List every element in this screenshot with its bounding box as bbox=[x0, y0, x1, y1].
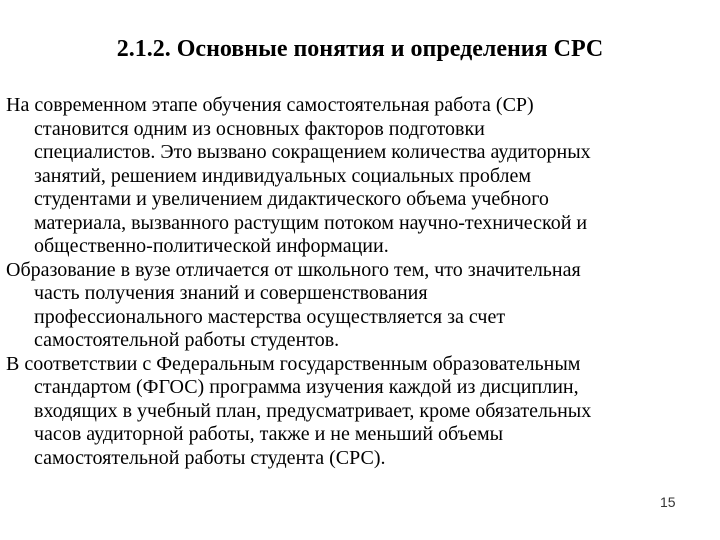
slide-title: 2.1.2. Основные понятия и определения СРС bbox=[116, 36, 604, 62]
paragraph-line: В соответствии с Федеральным государственным образовательным bbox=[6, 352, 581, 375]
slide-body bbox=[6, 94, 712, 470]
paragraph-line: профессионального мастерства осуществляется за счет bbox=[34, 305, 506, 328]
paragraph-line: часть получения знаний и совершенствования bbox=[34, 282, 428, 304]
paragraph-line: занятий, решением индивидуальных социальных проблем bbox=[34, 164, 532, 187]
page-number: 15 bbox=[660, 494, 676, 510]
paragraph-line: материала, вызванного растущим потоком научно-технической и bbox=[34, 211, 588, 234]
paragraph-line: специалистов. Это вызвано сокращением количества аудиторных bbox=[34, 141, 591, 163]
paragraph-2 bbox=[6, 259, 712, 353]
paragraph-line: общественно-политической информации. bbox=[34, 235, 389, 257]
paragraph-3 bbox=[6, 353, 712, 471]
paragraph-line: стандартом (ФГОС) программа изучения каждой из дисциплин, bbox=[34, 376, 579, 398]
paragraph-line: становится одним из основных факторов подготовки bbox=[34, 117, 485, 140]
paragraph-line: самостоятельной работы студента (СРС). bbox=[34, 446, 386, 469]
paragraph-line: На современном этапе обучения самостоятельная работа (СР) bbox=[6, 94, 534, 116]
paragraph-line: самостоятельной работы студентов. bbox=[34, 329, 340, 351]
paragraph-1 bbox=[6, 94, 712, 259]
paragraph-line: входящих в учебный план, предусматривает, кроме обязательных bbox=[34, 399, 592, 422]
paragraph-line: часов аудиторной работы, также и не меньший объемы bbox=[34, 423, 504, 445]
paragraph-line: Образование в вузе отличается от школьного тем, что значительная bbox=[6, 258, 581, 281]
paragraph-line: студентами и увеличением дидактического объема учебного bbox=[34, 188, 549, 210]
